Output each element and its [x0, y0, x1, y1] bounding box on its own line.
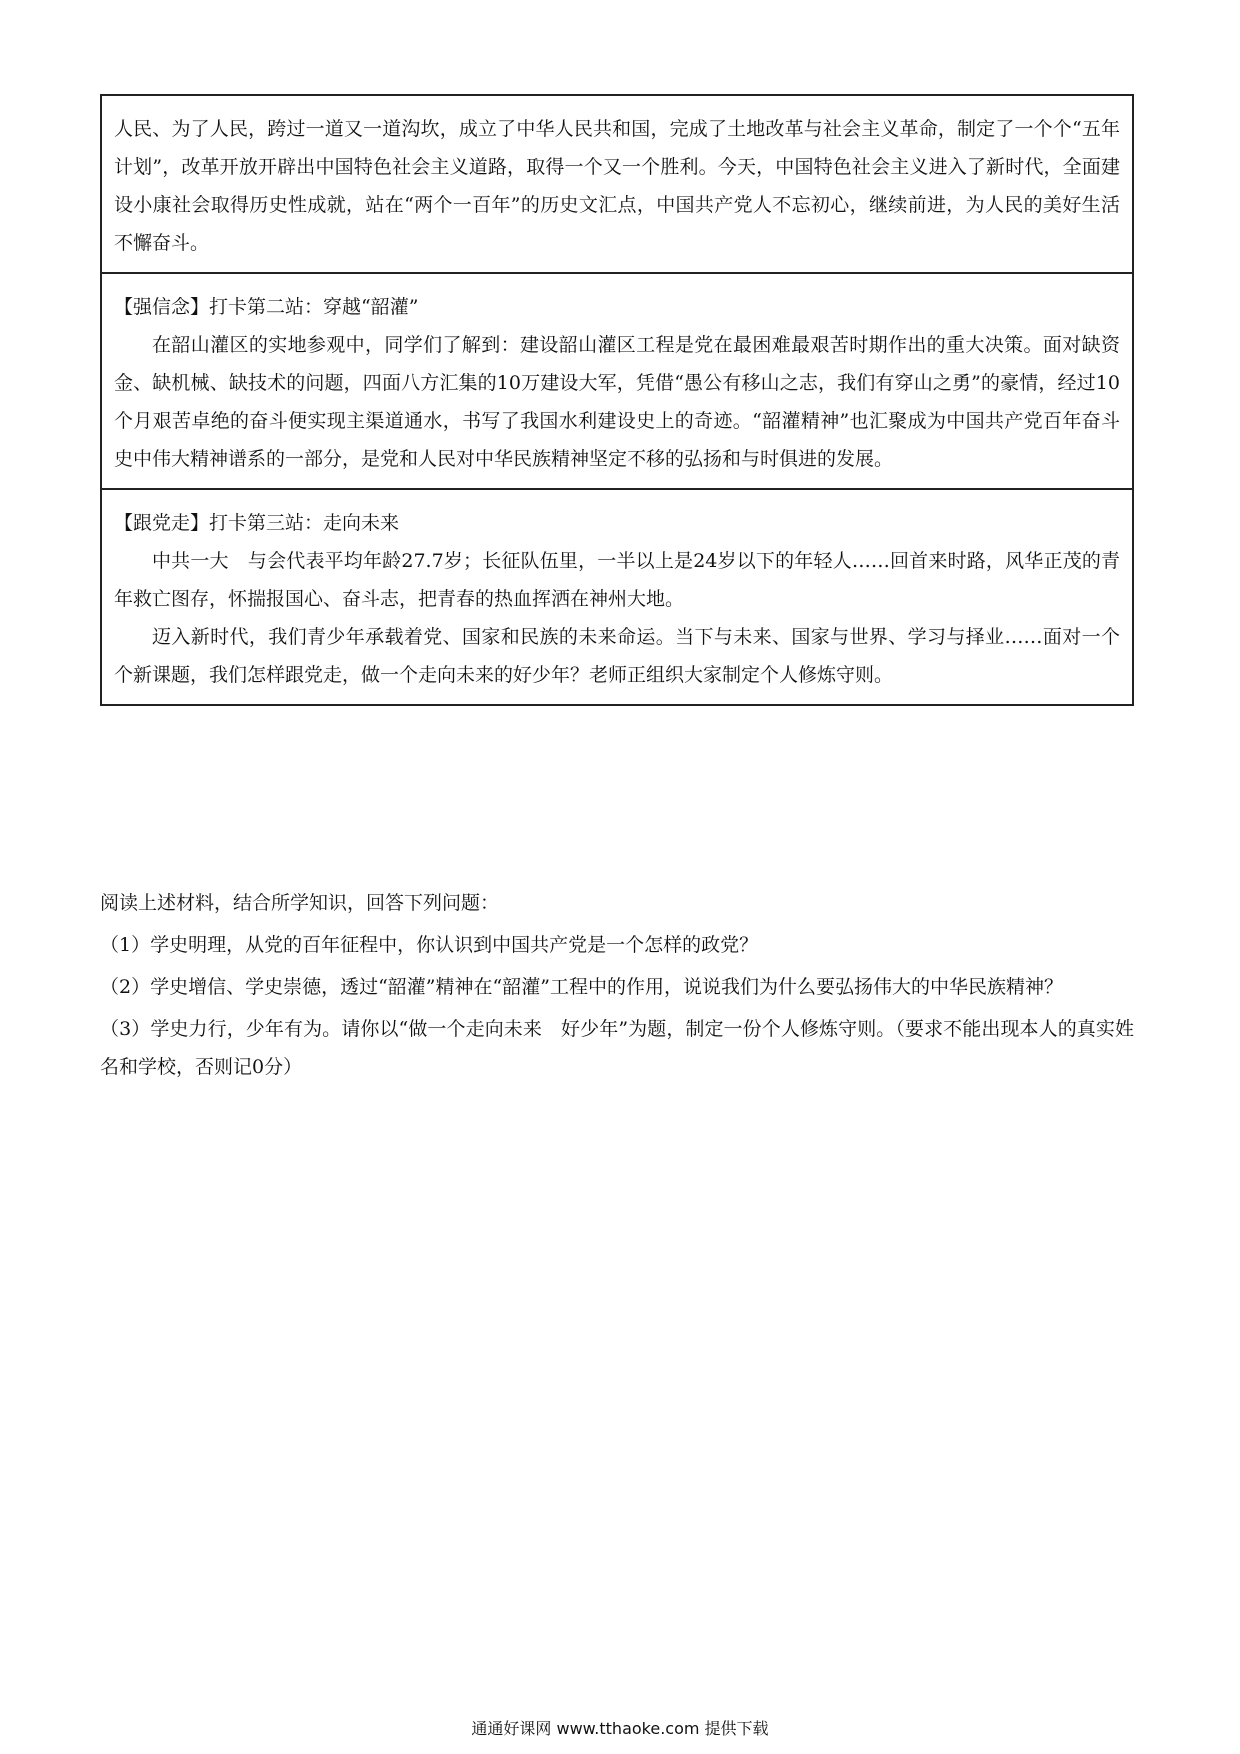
questions-block — [100, 884, 1134, 1090]
material-section-1 — [102, 96, 1132, 274]
question-2: （2）学史增信、学史崇德，透过“韶灌”精神在“韶灌”工程中的作用，说说我们为什么要弘扬伟大的中华民族精神？ — [100, 976, 1063, 998]
page-footer: 通通好课网 www.tthaoke.com 提供下载 — [471, 1719, 769, 1738]
question-1: （1）学史明理，从党的百年征程中，你认识到中国共产党是一个怎样的政党？ — [100, 934, 759, 956]
material-box — [100, 94, 1134, 706]
material-section-3 — [102, 490, 1132, 704]
section-3-paragraph-2: 迈入新时代，我们青少年承载着党、国家和民族的未来命运。当下与未来、国家与世界、学习与择业……面对一个个新课题，我们怎样跟党走，做一个走向未来的好少年？老师正组织大家制定个人修炼守则。 — [114, 626, 1120, 686]
section-3-heading: 【跟党走】打卡第三站：走向未来 — [114, 512, 400, 534]
material-section-2 — [102, 274, 1132, 490]
question-3: （3）学史力行，少年有为。请你以“做一个走向未来 好少年”为题，制定一份个人修炼守则。（要求不能出现本人的真实姓名和学校，否则记0分） — [100, 1018, 1134, 1078]
section-1-paragraph: 人民、为了人民，跨过一道又一道沟坎，成立了中华人民共和国，完成了土地改革与社会主义革命，制定了一个个“五年计划”，改革开放开辟出中国特色社会主义道路，取得一个又一个胜利。今天，中国特色社会主义进入了新时代，全面建设小康社会取得历史性成就，站在“两个一百年”的历史文汇点，中国共产党人不忘初心，继续前进，为人民的美好生活不懈奋斗。 — [114, 118, 1120, 254]
section-2-heading: 【强信念】打卡第二站：穿越“韶灌” — [114, 296, 419, 318]
section-2-paragraph: 在韶山灌区的实地参观中，同学们了解到：建设韶山灌区工程是党在最困难最艰苦时期作出的重大决策。面对缺资金、缺机械、缺技术的问题，四面八方汇集的10万建设大军，凭借“愚公有移山之志，我们有穿山之勇”的豪情，经过10个月艰苦卓绝的奋斗便实现主渠道通水，书写了我国水利建设史上的奇迹。“韶灌精神”也汇聚成为中国共产党百年奋斗史中伟大精神谱系的一部分，是党和人民对中华民族精神坚定不移的弘扬和与时俱进的发展。 — [114, 334, 1120, 470]
section-3-paragraph-1: 中共一大 与会代表平均年龄27.7岁；长征队伍里，一半以上是24岁以下的年轻人……回首来时路，风华正茂的青年救亡图存，怀揣报国心、奋斗志，把青春的热血挥洒在神州大地。 — [114, 550, 1120, 610]
questions-intro: 阅读上述材料，结合所学知识，回答下列问题： — [100, 892, 500, 914]
